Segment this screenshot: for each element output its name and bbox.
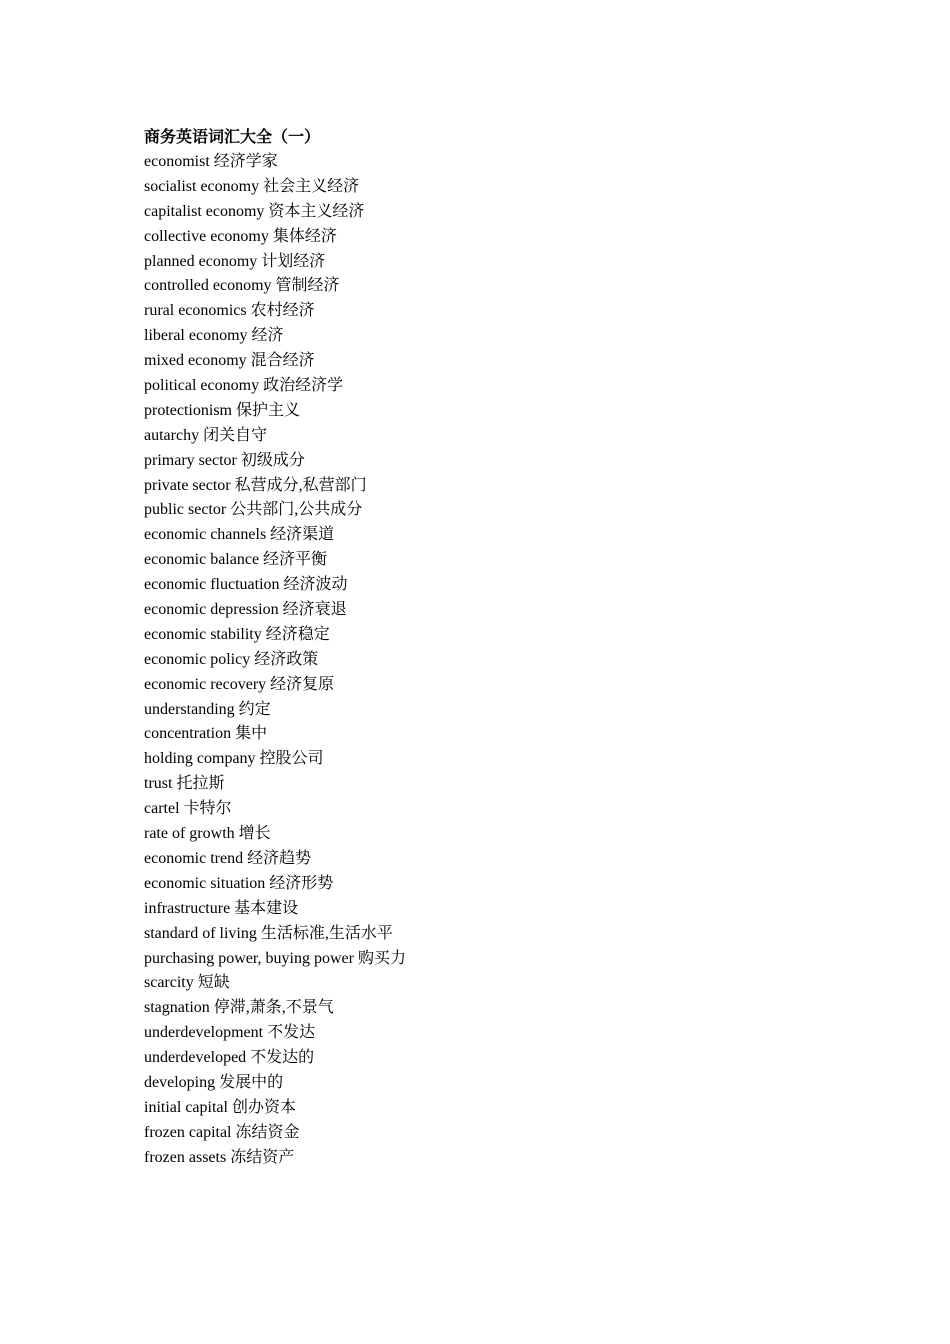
vocabulary-entry: mixed economy 混合经济 xyxy=(144,352,315,370)
vocabulary-entry: economic stability 经济稳定 xyxy=(144,625,330,643)
vocabulary-entry: stagnation 停滞,萧条,不景气 xyxy=(144,999,334,1017)
vocabulary-entry: planned economy 计划经济 xyxy=(144,252,326,270)
vocabulary-list xyxy=(144,150,844,1171)
vocabulary-entry: developing 发展中的 xyxy=(144,1073,284,1091)
vocabulary-entry: liberal economy 经济 xyxy=(144,327,284,345)
vocabulary-entry: infrastructure 基本建设 xyxy=(144,899,299,917)
vocabulary-entry: economic trend 经济趋势 xyxy=(144,849,312,867)
vocabulary-entry: primary sector 初级成分 xyxy=(144,451,305,469)
vocabulary-entry: controlled economy 管制经济 xyxy=(144,277,340,295)
vocabulary-entry: capitalist economy 资本主义经济 xyxy=(144,202,365,220)
vocabulary-entry: protectionism 保护主义 xyxy=(144,401,300,419)
vocabulary-entry: economic policy 经济政策 xyxy=(144,650,319,668)
vocabulary-entry: purchasing power, buying power 购买力 xyxy=(144,949,406,967)
vocabulary-entry: political economy 政治经济学 xyxy=(144,377,344,395)
vocabulary-entry: scarcity 短缺 xyxy=(144,974,230,992)
vocabulary-entry: frozen capital 冻结资金 xyxy=(144,1123,300,1141)
vocabulary-entry: economic balance 经济平衡 xyxy=(144,551,328,569)
vocabulary-entry: holding company 控股公司 xyxy=(144,750,324,768)
vocabulary-entry: economist 经济学家 xyxy=(144,153,278,170)
vocabulary-entry: economic channels 经济渠道 xyxy=(144,526,335,544)
vocabulary-entry: autarchy 闭关自守 xyxy=(144,426,268,444)
vocabulary-entry: collective economy 集体经济 xyxy=(144,227,337,245)
vocabulary-entry: economic fluctuation 经济波动 xyxy=(144,576,348,594)
vocabulary-entry: underdeveloped 不发达的 xyxy=(144,1049,315,1067)
document-title: 商务英语词汇大全（一） xyxy=(144,129,321,146)
vocabulary-entry: public sector 公共部门,公共成分 xyxy=(144,501,363,519)
vocabulary-entry: underdevelopment 不发达 xyxy=(144,1024,316,1042)
vocabulary-entry: economic recovery 经济复原 xyxy=(144,675,335,693)
vocabulary-entry: economic situation 经济形势 xyxy=(144,874,334,892)
vocabulary-entry: concentration 集中 xyxy=(144,725,268,743)
vocabulary-entry: rural economics 农村经济 xyxy=(144,302,315,320)
vocabulary-entry: rate of growth 增长 xyxy=(144,825,271,843)
vocabulary-entry: understanding 约定 xyxy=(144,700,271,718)
vocabulary-entry: socialist economy 社会主义经济 xyxy=(144,177,360,195)
vocabulary-entry: initial capital 创办资本 xyxy=(144,1098,296,1116)
vocabulary-entry: standard of living 生活标准,生活水平 xyxy=(144,924,393,942)
vocabulary-entry: cartel 卡特尔 xyxy=(144,800,232,818)
vocabulary-entry: private sector 私营成分,私营部门 xyxy=(144,476,367,494)
document-content xyxy=(144,125,844,1171)
vocabulary-entry: trust 托拉斯 xyxy=(144,775,225,793)
vocabulary-entry: frozen assets 冻结资产 xyxy=(144,1148,295,1166)
vocabulary-entry: economic depression 经济衰退 xyxy=(144,601,347,619)
